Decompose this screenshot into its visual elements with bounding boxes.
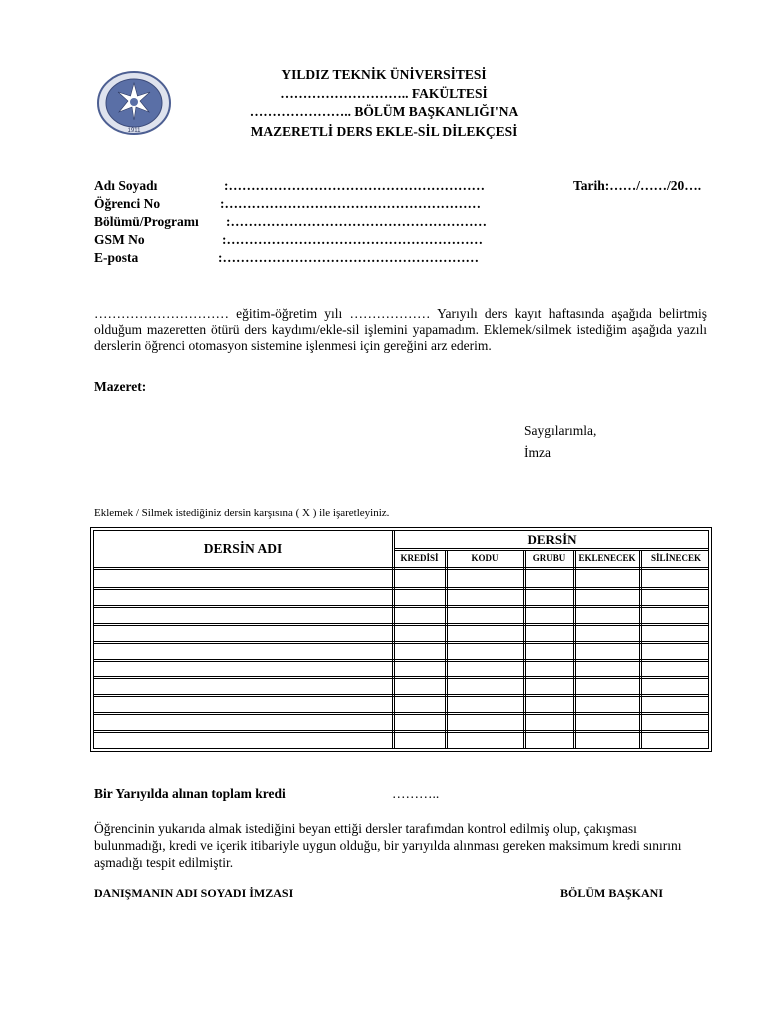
date-field[interactable]: Tarih:……/……/20…. [573,178,702,193]
table-row-line [94,730,708,731]
course-table [90,527,712,752]
table-row-line [94,607,708,608]
table-row-line [94,659,708,660]
table-note: Eklemek / Silmek istediğiniz dersin karşısına ( X ) ile işaretleyiniz. [94,507,390,519]
department-field[interactable]: :………………………………………………… [226,214,487,229]
head-signature-label: BÖLÜM BAŞKANI [560,886,664,900]
total-credit-value[interactable]: ……….. [392,786,440,801]
course-group-header: DERSİN [527,532,577,547]
svg-text:1911: 1911 [127,128,141,134]
page-title: MAZERETLİ DERS EKLE-SİL DİLEKÇESİ [250,124,518,139]
course-name-header: DERSİN ADI [203,541,283,556]
table-row-line [94,641,708,642]
table-row-line [94,625,708,626]
gsm-field[interactable]: :………………………………………………… [222,232,483,247]
student-no-label: Öğrenci No [94,196,161,211]
table-row-line [94,605,708,606]
remove-column-header: SİLİNECEK [650,553,702,563]
excuse-label: Mazeret: [94,379,147,394]
gsm-label: GSM No [94,232,145,247]
name-field[interactable]: :………………………………………………… [224,178,485,193]
table-row-line [94,661,708,662]
table-row-line [94,696,708,697]
total-credit-label: Bir Yarıyılda alınan toplam kredi [94,786,286,801]
faculty-line: ……………………….. FAKÜLTESİ [280,86,488,101]
credit-column-header: KREDİSİ [400,553,439,563]
table-row-line [94,589,708,590]
department-label: Bölümü/Programı [94,214,199,229]
table-row-line [94,732,708,733]
student-no-field[interactable]: :………………………………………………… [220,196,481,211]
group-column-header: GRUBU [532,553,566,563]
department-line: ………………….. BÖLÜM BAŞKANLIĞI'NA [249,104,519,119]
table-row-line [94,694,708,695]
university-name: YILDIZ TEKNİK ÜNİVERSİTESİ [281,67,487,82]
table-row-line [94,676,708,677]
signature-label: İmza [524,445,551,460]
table-row-line [94,643,708,644]
add-column-header: EKLENECEK [578,553,636,563]
name-label: Adı Soyadı [94,178,158,193]
request-paragraph: ………………………… eğitim-öğretim yılı ……………… Yarıyılı ders kayıt haftasında aşağıda belirtmiş olduğum mazeretten ötürü ders kaydımı/ekle-sil işlemini yapamadım. Eklemek/silmek istediğim aşağıda yazılı derslerin öğrenci otomasyon sistemine işlenmesi için gereğini arz ederim. [94,306,707,353]
advisor-statement: Öğrencinin yukarıda almak istediğini beyan ettiği dersler tarafımdan kontrol edilmiş olup, çakışması bulunmadığı, kredi ve içerik itibariyle uygun olduğu, bir yarıyılda alınması gereken maksimum kredi sınırını aşmadığı tespit edilmiştir. [94,821,682,870]
table-row-line [94,623,708,624]
advisor-signature-label: DANIŞMANIN ADI SOYADI İMZASI [94,886,294,900]
table-row-line [94,587,708,588]
table-row-line [94,714,708,715]
table-row-line [94,712,708,713]
email-field[interactable]: :………………………………………………… [218,250,479,265]
email-label: E-posta [94,250,139,265]
code-column-header: KODU [471,553,499,563]
closing-regards: Saygılarımla, [524,423,597,438]
table-row-line [94,678,708,679]
